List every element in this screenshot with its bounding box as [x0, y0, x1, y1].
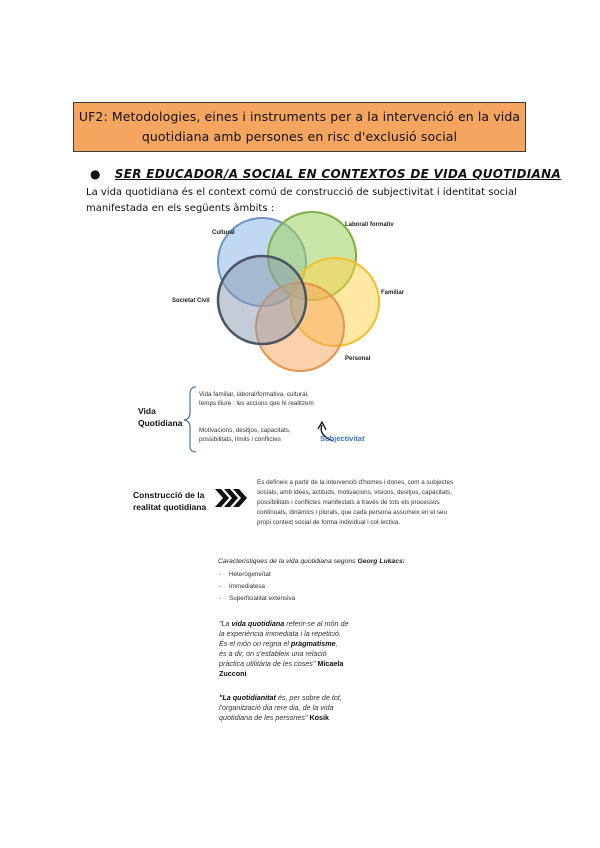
- vida-item2-line-1: Motivacions, desitjos, capacitats,: [199, 427, 291, 434]
- venn-label-societat: Societat Civil: [172, 298, 210, 304]
- lukacs-dash-3: -: [219, 595, 222, 602]
- construccio-line-2: socials, amb idees, actituds, motivacions, visions, desitjos, capacitats,: [257, 489, 452, 496]
- unit-title-line-1: UF2: Metodologies, eines i instruments per a la intervenció en la vida: [78, 109, 521, 124]
- vida-quotidiana-block: [138, 387, 365, 452]
- venn-label-cultural: Cultural: [212, 230, 235, 236]
- construccio-label-line-1: Construcció de la: [133, 490, 205, 500]
- intro-paragraph: La vida quotidiana és el context comú de construcció de subjectivitat i identitat social manifestada en els següents àmbits :: [86, 187, 517, 214]
- lukacs-title-prefix: Característiques de la vida quotidiana segons: [218, 558, 358, 565]
- venn-label-personal: Personal: [345, 356, 371, 362]
- lukacs-title-author: Georg Lukács:: [357, 558, 406, 565]
- construccio-line-1: Es defineix a partir de la intervenció d'homes i dones, com a subjectes: [257, 479, 454, 486]
- lukacs-block: [218, 558, 405, 602]
- quote1-l3-b: pragmatisme: [290, 639, 336, 648]
- venn-circle-societat: [218, 256, 306, 344]
- quote2-line-2: l'organització dia rere dia, de la vida: [219, 703, 334, 712]
- vida-item1-line-1: Vida familiar, laboral/formativa, cultural,: [199, 391, 309, 398]
- quote2-author: Kosik: [309, 713, 330, 722]
- bullet-icon: ●: [90, 167, 101, 181]
- quote1-l5-a: pràctica utilitària de les coses": [219, 659, 318, 668]
- construccio-block: [133, 479, 453, 526]
- quote1-open: "La: [219, 619, 232, 628]
- quote2-l3-a: quotidiana de les persones": [219, 713, 310, 722]
- lukacs-dash-1: -: [219, 571, 222, 578]
- vida-label-line-2: Quotidiana: [138, 418, 183, 428]
- subjectivitat-label: Subjectivitat: [320, 434, 365, 443]
- quote1-line-1: [219, 619, 348, 628]
- vida-item1-line-2: temps lliure : les accions que hi realitzem: [199, 400, 314, 407]
- unit-title-line-2: quotidiana amb persones en risc d'exclusió social: [141, 129, 458, 144]
- quote1-line-5: [218, 659, 344, 668]
- quote-zucconi: [218, 619, 348, 678]
- lukacs-title: [218, 558, 405, 565]
- vida-label-line-1: Vida: [138, 406, 156, 416]
- venn-label-laboral: Laboral/ formativ: [345, 222, 394, 228]
- construccio-label-line-2: realitat quotidiana: [133, 502, 207, 512]
- venn-diagram: [172, 212, 405, 371]
- quote1-l3-a: És el món on regna el: [219, 639, 291, 648]
- quote2-l1-rest: és, per sobre de tot,: [275, 693, 342, 702]
- quote1-author-last: Zucconi: [219, 669, 247, 678]
- lukacs-item-1: Heterogeneïtat: [229, 571, 271, 578]
- quote2-line-3: [219, 713, 329, 722]
- quote2-term: "La quotidianitat: [219, 693, 276, 702]
- quote-kosik: [219, 693, 342, 722]
- section-heading-text: SER EDUCADOR/A SOCIAL EN CONTEXTOS DE VIDA QUOTIDIANA: [114, 167, 562, 181]
- lukacs-item-3: Superficialitat extensiva: [229, 595, 296, 602]
- construccio-line-3: possibilitats i conflictes manifestats a través de tots els processos: [257, 499, 440, 506]
- quote1-l1-rest: referir-se al món de: [284, 619, 349, 628]
- chevrons-icon: [215, 489, 247, 507]
- quote1-line-3: [219, 639, 338, 648]
- construccio-line-5: propi context social de forma individual i col·lectiva.: [257, 519, 401, 526]
- quote1-line-2: la experiència immediata i la repetició.: [219, 629, 341, 638]
- quote1-author-first: Micaela: [317, 659, 344, 668]
- curly-brace: [184, 387, 196, 452]
- construccio-line-4: continuats, dinàmics i plurals, que cada persona assumeix en el seu: [257, 509, 448, 516]
- quote1-l3-c: ,: [335, 639, 338, 648]
- vida-item2-line-2: possibilitats, límits i conflictes: [199, 436, 281, 443]
- lukacs-dash-2: -: [219, 583, 222, 590]
- lukacs-item-2: Immediatesa: [229, 583, 266, 590]
- venn-label-familiar: Familiar: [381, 290, 405, 296]
- quote2-line-1: [219, 693, 342, 702]
- quote1-line-4: és a dir, on s'estableix una relació: [219, 649, 327, 658]
- quote1-term: vida quotidiana: [231, 619, 285, 628]
